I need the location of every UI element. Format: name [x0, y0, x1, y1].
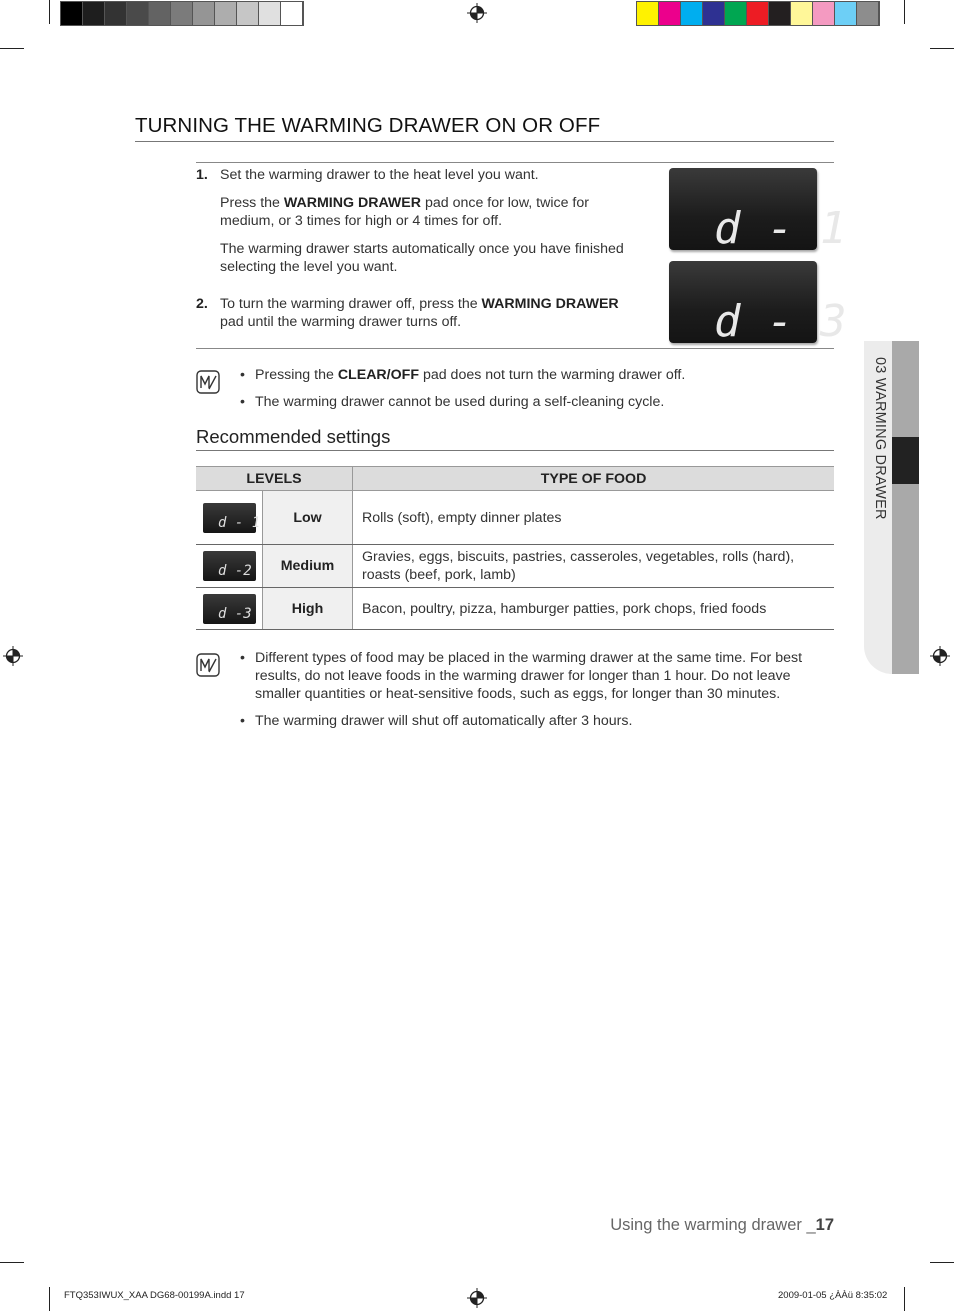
- color-swatch: [769, 2, 791, 25]
- lcd-readout: d - 1: [217, 514, 260, 531]
- note-item: • Different types of food may be placed in the warming drawer at the same time. For best results, do not leave foods in the warming drawer for longer than 1 hour. Do not leave smaller quantities or heat-sensitive foods, such as eggs, for longer than 30 minutes.: [240, 649, 834, 703]
- color-swatch: [281, 2, 303, 25]
- chapter-label: 03 WARMING DRAWER: [872, 357, 888, 520]
- crop-mark: [0, 1262, 24, 1263]
- step-text: Set the warming drawer to the heat level you want.: [220, 167, 539, 183]
- grayscale-color-bar: [60, 1, 304, 26]
- note-icon: [196, 370, 220, 394]
- note-icon: [196, 653, 220, 677]
- page-footer: Using the warming drawer _17: [610, 1216, 834, 1234]
- registration-mark-icon: [467, 1288, 487, 1308]
- table-row: [196, 545, 834, 588]
- lcd-readout: d - 1: [714, 203, 847, 254]
- food-type: Bacon, poultry, pizza, hamburger patties, pork chops, fried foods: [353, 588, 835, 630]
- step-2: 2. To turn the warming drawer off, press the WARMING DRAWER pad until the warming drawer turns off.: [196, 295, 646, 341]
- instruction-steps: [196, 166, 646, 350]
- column-header: TYPE OF FOOD: [353, 467, 835, 491]
- color-swatch: [835, 2, 857, 25]
- crop-mark: [930, 48, 954, 49]
- color-swatch: [83, 2, 105, 25]
- note-block: [196, 366, 834, 420]
- display-d3: [669, 261, 847, 347]
- table-row: [196, 588, 834, 630]
- color-swatch: [681, 2, 703, 25]
- note-item: • The warming drawer cannot be used during a self-cleaning cycle.: [240, 393, 834, 411]
- lcd-readout: d -3: [217, 605, 252, 622]
- divider: [196, 348, 834, 349]
- step-detail: The warming drawer starts automatically once you have finished selecting the level you want.: [220, 241, 624, 275]
- color-swatch: [747, 2, 769, 25]
- crop-mark: [49, 1287, 50, 1311]
- lcd-readout: d - 3: [714, 296, 847, 347]
- registration-mark-icon: [930, 646, 950, 666]
- settings-table: [196, 466, 834, 630]
- color-swatch: [127, 2, 149, 25]
- chapter-indicator: [892, 437, 919, 484]
- lcd-digits: [669, 261, 847, 347]
- crop-mark: [904, 0, 905, 24]
- color-swatch: [659, 2, 681, 25]
- color-swatch: [237, 2, 259, 25]
- page-title: TURNING THE WARMING DRAWER ON OR OFF: [135, 114, 834, 142]
- crop-mark: [0, 48, 24, 49]
- process-color-bar: [636, 1, 880, 26]
- color-swatch: [857, 2, 879, 25]
- print-slug-timestamp: 2009-01-05 ¿ÀÀü 8:35:02: [778, 1290, 888, 1301]
- color-swatch: [259, 2, 281, 25]
- color-swatch: [215, 2, 237, 25]
- step-1: 1. Set the warming drawer to the heat level you want. Press the WARMING DRAWER pad once for low, twice for medium, or 3 times for high or 4 times for off. The warming drawer starts automatically once you have finished selecting the level you want.: [196, 166, 646, 286]
- food-type: Gravies, eggs, biscuits, pastries, casseroles, vegetables, rolls (hard), roasts (beef, pork, lamb): [353, 545, 835, 588]
- registration-mark-icon: [3, 646, 23, 666]
- color-swatch: [791, 2, 813, 25]
- mini-display: [203, 551, 256, 581]
- crop-mark: [904, 1287, 905, 1311]
- color-swatch: [637, 2, 659, 25]
- mini-display: [203, 503, 260, 533]
- mini-display: [203, 594, 256, 624]
- registration-mark-icon: [467, 3, 487, 23]
- level-name: High: [263, 588, 353, 630]
- section-title: Recommended settings: [196, 426, 834, 451]
- divider: [196, 162, 834, 163]
- step-number: 1: [196, 167, 204, 183]
- note-item: • The warming drawer will shut off automatically after 3 hours.: [240, 712, 834, 730]
- lcd-digits: [669, 168, 847, 254]
- level-name: Low: [263, 491, 353, 545]
- color-swatch: [105, 2, 127, 25]
- step-number: 2: [196, 296, 204, 312]
- crop-mark: [930, 1262, 954, 1263]
- note-item: • Pressing the CLEAR/OFF pad does not turn the warming drawer off.: [240, 366, 834, 384]
- food-type: Rolls (soft), empty dinner plates: [353, 491, 835, 545]
- step-text: To turn the warming drawer off, press the WARMING DRAWER pad until the warming drawer turns off.: [220, 296, 619, 330]
- display-d1: [669, 168, 847, 254]
- crop-mark: [49, 0, 50, 24]
- page-number: 17: [815, 1216, 834, 1234]
- level-name: Medium: [263, 545, 353, 588]
- color-swatch: [193, 2, 215, 25]
- color-swatch: [725, 2, 747, 25]
- color-swatch: [149, 2, 171, 25]
- color-swatch: [171, 2, 193, 25]
- table-row: [196, 491, 834, 545]
- color-swatch: [813, 2, 835, 25]
- color-swatch: [61, 2, 83, 25]
- color-swatch: [703, 2, 725, 25]
- column-header: LEVELS: [196, 467, 353, 491]
- step-detail: Press the WARMING DRAWER pad once for low, twice for medium, or 3 times for high or 4 times for off.: [220, 195, 589, 229]
- lcd-readout: d -2: [217, 563, 252, 579]
- note-block: [196, 649, 834, 739]
- print-slug-file: FTQ353IWUX_XAA DG68-00199A.indd 17: [64, 1290, 245, 1301]
